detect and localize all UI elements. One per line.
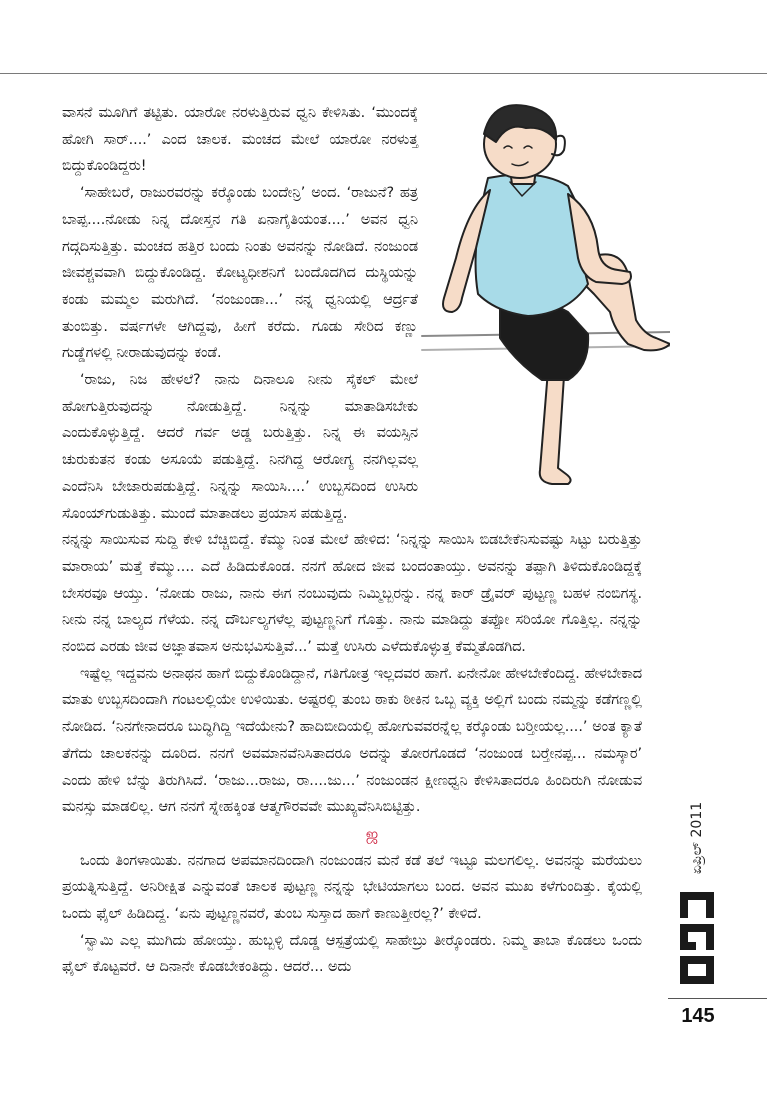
body-paragraph: ‘ರಾಜು, ನಿಜ ಹೇಳಲೆ? ನಾನು ದಿನಾಲೂ ನೀನು ಸೈಕಲ್ ಮೇಲೆ ಹೋಗುತ್ತಿರುವುದನ್ನು ನೋಡುತ್ತಿದ್ದೆ. ನಿನ್ನನ್ನು ಮಾತಾಡಿಸಬೇಕು ಎಂದುಕೊಳ್ಳುತ್ತಿದ್ದೆ. ಆದರೆ ಗರ್ವ ಅಡ್ಡ ಬರುತ್ತಿತ್ತು. ನಿನ್ನ ಈ ವಯಸ್ಸಿನ ಚುರುಕುತನ ಕಂಡು ಅಸೂಯೆ ಪಡುತ್ತಿದ್ದೆ. ನಿನಗಿದ್ದ ಆರೋಗ್ಯ ನನಗಿಲ್ಲವಲ್ಲ ಎಂದೆನಿಸಿ ಬೇಜಾರುಪಡುತ್ತಿದ್ದೆ. ನಿನ್ನನ್ನು ಸಾಯಿಸಿ....’ ಉಬ್ಬಸದಿಂದ ಉಸಿರು ಸೊಂಯ್‍ಗುಡುತಿತ್ತು. ಮುಂದೆ ಮಾತಾಡಲು ಪ್ರಯಾಸ ಪಡುತ್ತಿದ್ದ.: [62, 372, 418, 522]
body-paragraph: ‘ಸಾಹೇಬರೆ, ರಾಜುರವರನ್ನು ಕರ್‍ಕೊಂಡು ಬಂದೇನ್ರಿ’ ಅಂದ. ‘ರಾಜುನೆ? ಹತ್ರ ಬಾಪ್ಪ....ನೋಡು ನಿನ್ನ ದೋಸ್ತನ ಗತಿ ಏನಾಗೈತಿಯಂತ....’ ಅವನ ಧ್ವನಿ ಗದ್ಗದಿಸುತ್ತಿತ್ತು. ಮಂಚದ ಹತ್ತಿರ ಬಂದು ನಿಂತು ಅವನನ್ನು ನೋಡಿದೆ. ನಂಜುಂಡ ಜೀವಶ್ಚವವಾಗಿ ಬಿದ್ದುಕೊಂಡಿದ್ದ. ಕೋಟ್ಯಧೀಶನಿಗೆ ಬಂದೊದಗಿದ ದುಸ್ಥಿಯನ್ನು ಕಂಡು ಮಮ್ಮಲ ಮರುಗಿದೆ. ‘ನಂಜುಂಡಾ...’ ನನ್ನ ಧ್ವನಿಯಲ್ಲಿ ಆರ್ದ್ರತೆ ತುಂಬಿತ್ತು. ವರ್ಷಗಳೇ ಆಗಿದ್ದವು, ಹೀಗೆ ಕರೆದು. ಗೂಡು ಸೇರಿದ ಕಣ್ಣು ಗುಡ್ಡೆಗಳಲ್ಲಿ ನೀರಾಡುವುದನ್ನು ಕಂಡೆ.: [62, 185, 418, 362]
folio-rule: [668, 998, 767, 999]
header-rule: [0, 73, 767, 74]
section-break-ornament: ஜ: [365, 824, 379, 843]
body-paragraph: ನನ್ನನ್ನು ಸಾಯಿಸುವ ಸುದ್ದಿ ಕೇಳಿ ಬೆಚ್ಚಿಬಿದ್ದೆ. ಕೆಮ್ಮು ನಿಂತ ಮೇಲೆ ಹೇಳಿದ: ‘ನಿನ್ನನ್ನು ಸಾಯಿಸಿ ಬಿಡಬೇಕೆನಿಸುವಷ್ಟು ಸಿಟ್ಟು ಬರುತ್ತಿತ್ತು ಮಾರಾಯ’ ಮತ್ತೆ ಕೆಮ್ಮು.... ಎದೆ ಹಿಡಿದುಕೊಂಡ. ನನಗೆ ಹೋದ ಜೀವ ಬಂದಂತಾಯ್ತು. ಅವನನ್ನು ತಪ್ಪಾಗಿ ತಿಳಿದುಕೊಂಡಿದ್ದಕ್ಕೆ ಬೇಸರವೂ ಆಯ್ತು. ‘ನೋಡು ರಾಜು, ನಾನು ಈಗ ನಂಬುವುದು ನಿಮ್ಮಿಬ್ಬರನ್ನು. ನನ್ನ ಕಾರ್ ಡ್ರೈವರ್ ಪುಟ್ಟಣ್ಣ ಬಹಳ ನಂಬಿಗಸ್ಥ. ನೀನು ನನ್ನ ಬಾಲ್ಯದ ಗೆಳೆಯ. ನನ್ನ ದೌರ್ಬಲ್ಯಗಳೆಲ್ಲ ಪುಟ್ಟಣ್ಣನಿಗೆ ಗೊತ್ತು. ನಾನು ಮಾಡಿದ್ದು ತಪ್ಪೋ ಸರಿಯೋ ಗೊತ್ತಿಲ್ಲ. ನನ್ನನ್ನು ನಂಬಿದ ಎರಡು ಜೀವ ಅಜ್ಞಾತವಾಸ ಅನುಭವಿಸುತ್ತಿವೆ...’ ಮತ್ತೆ ಉಸಿರು ಎಳೆದುಕೊಳ್ಳುತ್ತ ಕೆಮ್ಮತೊಡಗಿದ.: [62, 532, 642, 656]
body-paragraph: ವಾಸನೆ ಮೂಗಿಗೆ ತಟ್ಟಿತು. ಯಾರೋ ನರಳುತ್ತಿರುವ ಧ್ವನಿ ಕೇಳಿಸಿತು. ‘ಮುಂದಕ್ಕೆ ಹೋಗಿ ಸಾರ್....’ ಎಂದ ಚಾಲಕ. ಮಂಚದ ಮೇಲೆ ಯಾರೋ ನರಳುತ್ತ ಬಿದ್ದುಕೊಂಡಿದ್ದರು!: [62, 105, 418, 175]
article-body: [62, 100, 642, 981]
issue-date: ಏಪ್ರಿಲ್ 2011: [689, 801, 705, 875]
page-number: 145: [681, 1005, 715, 1027]
mayura-logo: [676, 888, 718, 988]
body-paragraph: ‘ಸ್ವಾಮಿ ಎಲ್ಲ ಮುಗಿದು ಹೋಯ್ತು. ಹುಬ್ಬಳ್ಳಿ ದೊಡ್ಡ ಆಸ್ಪತ್ರೆಯಲ್ಲಿ ಸಾಹೇಬ್ರು ತೀರ್‍ಕೊಂಡರು. ನಿಮ್ಮ ತಾಬಾ ಕೊಡಲು ಒಂದು ಫೈಲ್ ಕೊಟ್ಟವರೆ. ಆ ದಿನಾನೇ ಕೊಡಬೇಕಂತಿದ್ದು. ಆದರೆ... ಅದು: [62, 932, 642, 976]
body-paragraph: ಇಷ್ಟೆಲ್ಲ ಇದ್ದವನು ಅನಾಥನ ಹಾಗೆ ಬಿದ್ದುಕೊಂಡಿದ್ದಾನೆ, ಗತಿಗೋತ್ರ ಇಲ್ಲದವರ ಹಾಗೆ. ಏನೇನೋ ಹೇಳಬೇಕೆಂದಿದ್ದ. ಹೇಳಬೇಕಾದ ಮಾತು ಉಬ್ಬಸದಿಂದಾಗಿ ಗಂಟಲಲ್ಲಿಯೇ ಉಳಿಯಿತು. ಅಷ್ಟರಲ್ಲಿ ತುಂಬ ಠಾಕು ಠೀಕಿನ ಒಬ್ಬ ವ್ಯಕ್ತಿ ಅಲ್ಲಿಗೆ ಬಂದು ನಮ್ಮನ್ನು ಕಡೆಗಣ್ಣಲ್ಲಿ ನೋಡಿದ. ‘ನಿನಗೇನಾದರೂ ಬುದ್ಧಿಗಿದ್ದಿ ಇದೆಯೇನು? ಹಾದಿಬೀದಿಯಲ್ಲಿ ಹೋಗುವವರನ್ನೆಲ್ಲ ಕರ್‍ಕೊಂಡು ಬರ್‍ತೀಯಲ್ಲ....’ ಅಂತ ಕ್ಯಾತೆ ತೆಗೆದು ಚಾಲಕನನ್ನು ದೂರಿದ. ನನಗೆ ಅವಮಾನವೆನಿಸಿತಾದರೂ ಅದನ್ನು ತೋರಗೊಡದೆ ‘ನಂಜುಂಡ ಬರ್‍ತೇನಪ್ಪ... ನಮಸ್ಕಾರ’ ಎಂದು ಹೇಳಿ ಬೆನ್ನು ತಿರುಗಿಸಿದೆ. ‘ರಾಜು...ರಾಜು, ರಾ....ಜು...’ ನಂಜುಂಡನ ಕ್ಷೀಣಧ್ವನಿ ಕೇಳಿಸಿತಾದರೂ ಹಿಂದಿರುಗಿ ನೋಡುವ ಮನಸ್ಸು ಮಾಡಲಿಲ್ಲ. ಆಗ ನನಗೆ ಸ್ನೇಹಕ್ಕಿಂತ ಆತ್ಮಗೌರವವೇ ಮುಖ್ಯವೆನಿಸಿಬಿಟ್ಟಿತ್ತು.: [62, 665, 642, 816]
body-paragraph: ಒಂದು ತಿಂಗಳಾಯಿತು. ನನಗಾದ ಅಪಮಾನದಿಂದಾಗಿ ನಂಜುಂಡನ ಮನೆ ಕಡೆ ತಲೆ ಇಟ್ಟೂ ಮಲಗಲಿಲ್ಲ. ಅವನನ್ನು ಮರೆಯಲು ಪ್ರಯತ್ನಿಸುತ್ತಿದ್ದೆ. ಅನಿರೀಕ್ಷಿತ ಎನ್ನುವಂತೆ ಚಾಲಕ ಪುಟ್ಟಣ್ಣ ನನ್ನನ್ನು ಭೇಟಿಯಾಗಲು ಬಂದ. ಅವನ ಮುಖ ಕಳೆಗುಂದಿತ್ತು. ಕೈಯಲ್ಲಿ ಒಂದು ಫೈಲ್ ಹಿಡಿದಿದ್ದ. ‘ಏನು ಪುಟ್ಟಣ್ಣನವರೆ, ತುಂಬ ಸುಸ್ತಾದ ಹಾಗೆ ಕಾಣುತ್ತೀರಲ್ಲ?’ ಕೇಳಿದೆ.: [62, 852, 642, 923]
